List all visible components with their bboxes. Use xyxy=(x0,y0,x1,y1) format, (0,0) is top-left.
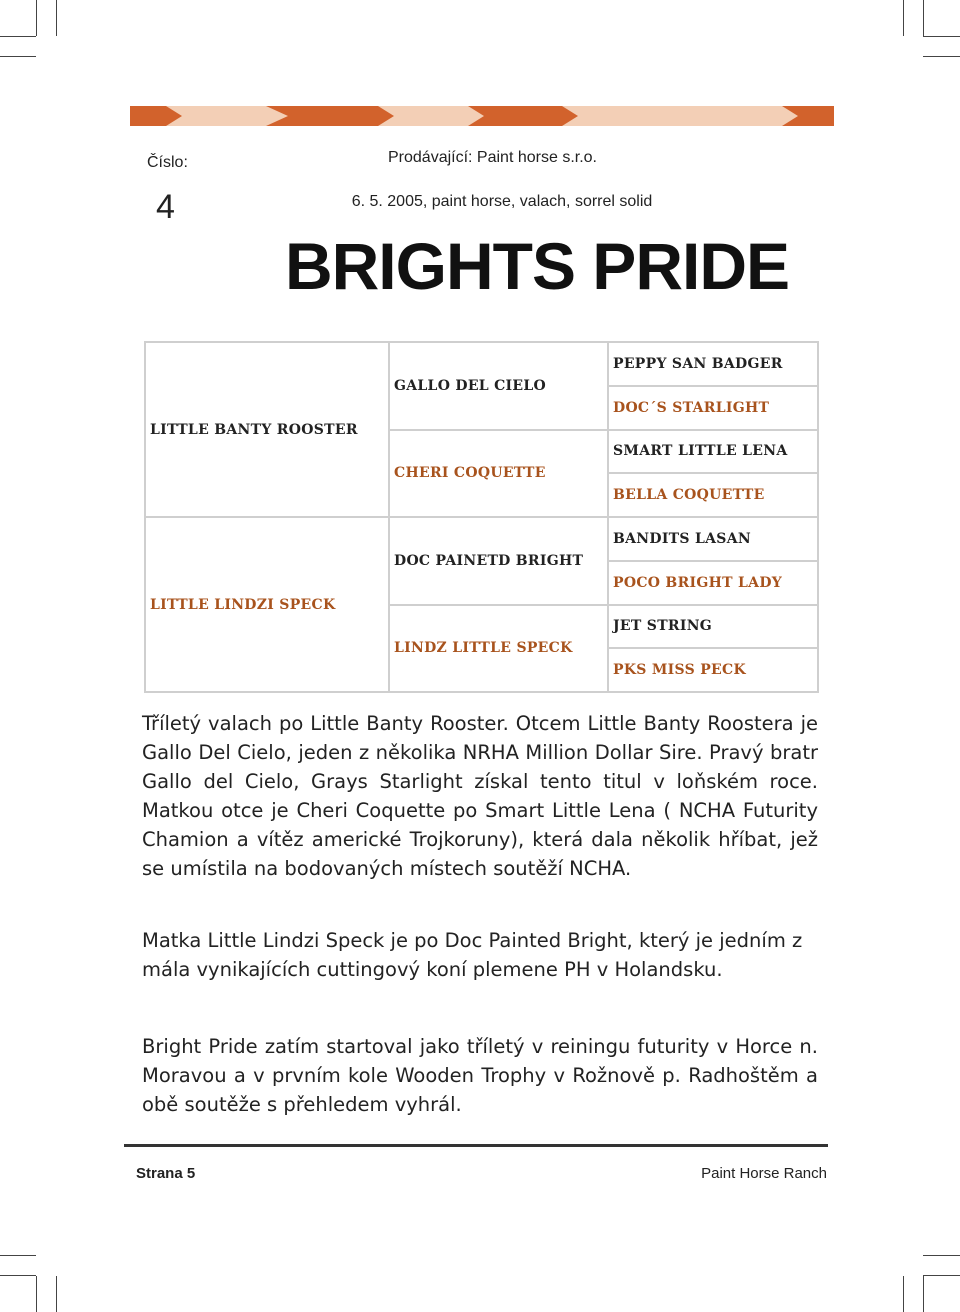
pedigree-sire-dam-sire: SMART LITTLE LENA xyxy=(608,430,818,474)
number-label: Číslo: xyxy=(147,154,188,171)
page-number: Strana 5 xyxy=(136,1165,196,1182)
pedigree-dam-dam-sire: JET STRING xyxy=(608,605,818,649)
pedigree-sire-sire: GALLO DEL CIELO xyxy=(389,342,608,430)
crop-mark xyxy=(903,0,904,36)
decorative-header-band xyxy=(130,106,834,126)
pedigree-sire-dam: CHERI COQUETTE xyxy=(389,430,608,518)
crop-mark xyxy=(923,36,960,37)
pedigree-dam-dam: LINDZ LITTLE SPECK xyxy=(389,605,608,693)
pedigree-dam-sire-sire: BANDITS LASAN xyxy=(608,517,818,561)
crop-mark xyxy=(36,0,37,36)
crop-mark xyxy=(923,1255,960,1256)
crop-mark xyxy=(903,1276,904,1312)
crop-mark xyxy=(36,1276,37,1312)
horse-name-title: BRIGHTS PRIDE xyxy=(284,229,790,303)
crop-mark xyxy=(923,1276,924,1312)
pedigree-sire-dam-dam: BELLA COQUETTE xyxy=(608,473,818,517)
horse-info: 6. 5. 2005, paint horse, valach, sorrel solid xyxy=(351,193,653,210)
sale-number: 4 xyxy=(156,188,175,226)
crop-mark xyxy=(56,1276,57,1312)
crop-mark xyxy=(0,36,36,37)
description-paragraph: Matka Little Lindzi Speck je po Doc Painted Bright, který je jedním z mála vynikajících cuttingový koní plemene PH v Holandsku. xyxy=(142,929,803,981)
crop-mark xyxy=(923,0,924,36)
pedigree-dam: LITTLE LINDZI SPECK xyxy=(145,517,389,692)
crop-mark xyxy=(923,1275,960,1276)
crop-mark xyxy=(923,56,960,57)
pedigree-sire: LITTLE BANTY ROOSTER xyxy=(145,342,389,517)
description-paragraph: Bright Pride zatím startoval jako tříletý v reiningu futurity v Horce n. Moravou a v prvním kole Wooden Trophy v Rožnově p. Radhoštěm a obě soutěže s přehledem vyhrál. xyxy=(142,1035,818,1116)
seller-label: Prodávající: Paint horse s.r.o. xyxy=(388,149,597,166)
pedigree-sire-sire-sire: PEPPY SAN BADGER xyxy=(608,342,818,386)
crop-mark xyxy=(0,1255,36,1256)
crop-mark xyxy=(0,1275,36,1276)
pedigree-sire-sire-dam: DOC´S STARLIGHT xyxy=(608,386,818,430)
footer-divider xyxy=(124,1144,828,1147)
footer-brand: Paint Horse Ranch xyxy=(701,1165,827,1182)
crop-mark xyxy=(56,0,57,36)
pedigree-dam-sire: DOC PAINETD BRIGHT xyxy=(389,517,608,605)
crop-mark xyxy=(0,56,36,57)
description-paragraph: Tříletý valach po Little Banty Rooster. Otcem Little Banty Roostera je Gallo Del Cielo, jeden z několika NRHA Million Dollar Sire. Pravý bratr Gallo del Cielo, Grays Starlight získal tento titul v loňském roce. Matkou otce je Cheri Coquette po Smart Little Lena ( NCHA Futurity Chamion a vítěz americké Trojkoruny), která dala několik hříbat, jež se umístila na bodovaných místech soutěží NCHA. xyxy=(142,712,818,880)
pedigree-dam-sire-dam: POCO BRIGHT LADY xyxy=(608,561,818,605)
pedigree-table xyxy=(144,341,819,693)
pedigree-dam-dam-dam: PKS MISS PECK xyxy=(608,648,818,692)
